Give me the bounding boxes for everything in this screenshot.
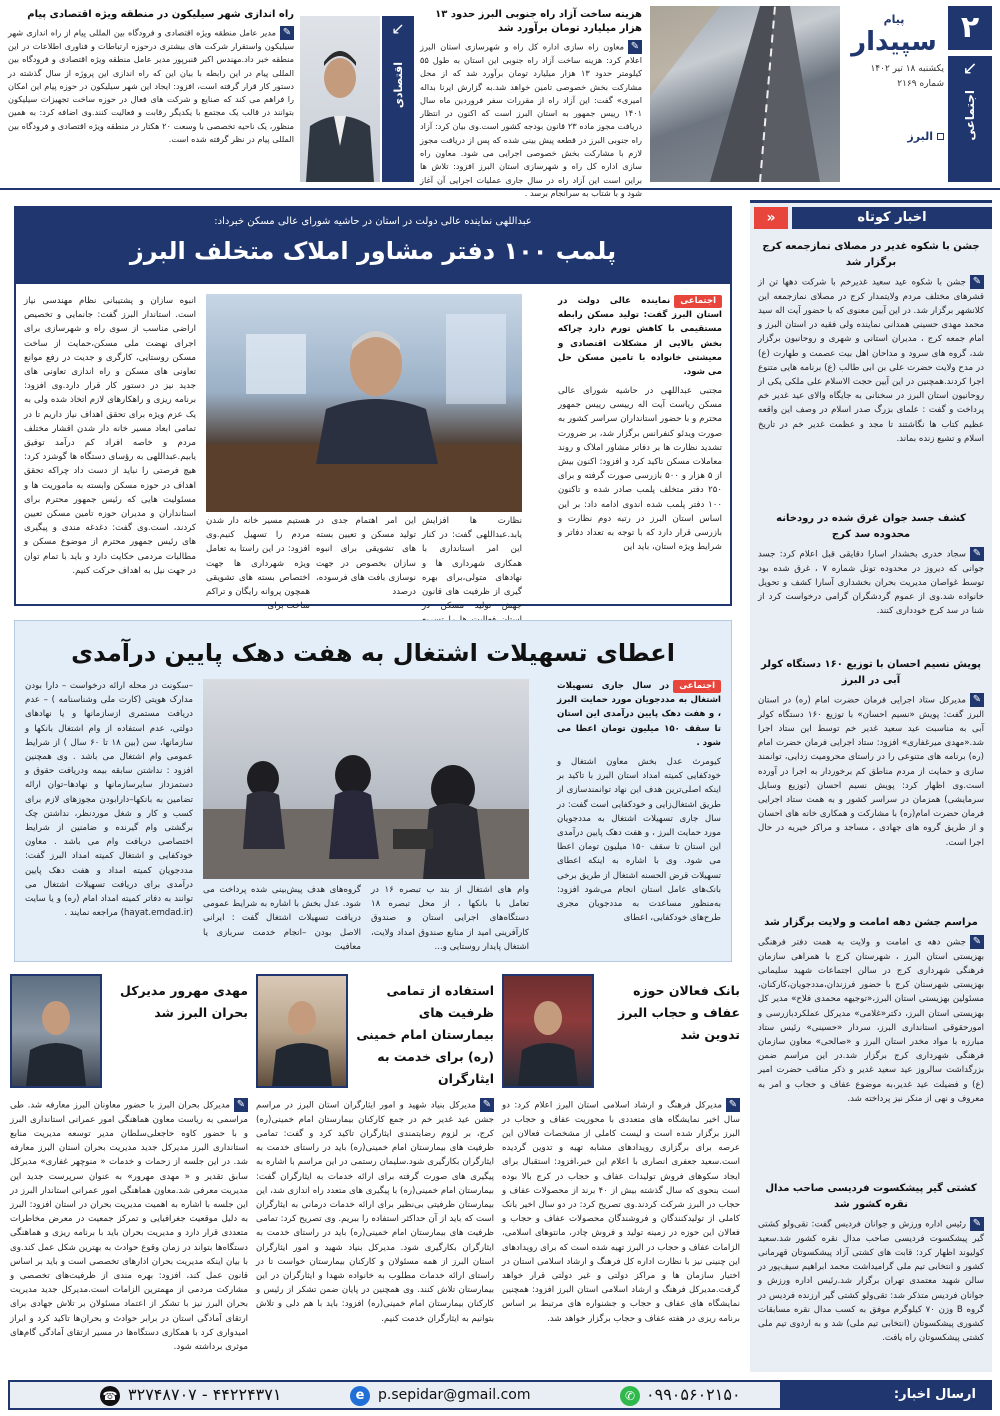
phone-icon: ☎	[100, 1386, 120, 1406]
double-chevron-icon: «	[754, 207, 788, 229]
top-story-1-text: معاون راه سازی اداره کل راه و شهرسازی استان البرز اعلام کرد: هزینه ساخت آزاد راه جنوبی این استان به طول ۵۵ کیلومتر حدود ۱۳ هزار میلیارد تومان برآورد شد که از محل مشارکت بخش خصوصی تامین خواهد شد.به گزارش ایرنا بداله امیری» گفت: این آزاد راه از مقررات سفر فروردین ماه سال ۱۴۰۱ رییس جمهور به استان البرز است که اکنون در انتظار دریافت مجوز ماده ۲۳ قانون بودجه کشور است.وی بیان کرد: آزاد راه جنوبی البرز در قطعه پیش بینی شده که پس از دریافت مجوز لازم با مشارکت بخش خصوصی اجرایی می شود. معاون راه سازی اداره کل راه و شهرسازی استان البرز افزود: تلاش ها براین است این آزاد راه در سال جاری عملیات اجرایی آن آغاز شود و با شتاب به سرانجام برسد .	[420, 41, 642, 198]
bottom-story-body	[256, 1098, 494, 1368]
top-strip	[0, 0, 1000, 198]
short-news-item-text: رئیس اداره ورزش و جوانان فردیس گفت: تقی‌ولو کشتی گیر پیشکسوت فردیسی صاحب مدال نقره کشور شد.سعید کولیوند اظهار کرد: قابت های کشتی آزاد پیشکسوتان قهرمانی کشور و انتخابی تیم ملی گرامیداشت محمد ابراهیم سیف‌پور در سالن شهید معتمدی تهران برگزار شد.رئیس اداره ورزش و جوانان فردیس متذکر شد: تقی‌ولو کشتی گیر ارزنده فردیس در گروه B وزن ۷۰ کیلوگرم موفق به کسب مدال نقره مسابقات کشوری پیشکسوتان (انتخابی تیم ملی) شد و به اردوی تیم ملی کشتی پیشکسوتان راه یافت.	[758, 1219, 985, 1344]
main-story-col-right-text: مجتبی عبداللهی در حاشیه شورای عالی مسکن ریاست آیت اله رییسی رییس جمهور محترم و با حضور استانداران سراسر کشور به صورت ویدئو کنفرانس برگزار شد، بر ضرورت تشدید نظارت ها بر دفاتر مشاور املاک و روند معاملات مسکن تاکید کرد و افزود: اکنون بیش از ۵ هزار و ۵۰۰ بازرسی صورت گرفته و برای ۲۵۰ دفتر متخلف پلمب صادر شده و تاکنون ۱۰۰ دفتر پلمب شده اندوی ادامه داد: بر این اساس استان البرز در رتبه دوم نظارت و بازرسی قرار دارد که با توجه به تعداد دفاتر و شرایط ویژه استان، باید این	[558, 386, 722, 553]
short-news-item-title: کشتی گیر پیشکسوت فردیسی صاحب مدال نقره کشور شد	[765, 1183, 977, 1210]
bottom-story	[256, 974, 494, 1372]
square-bullet-icon	[937, 133, 944, 140]
portrait-photo	[300, 16, 380, 182]
pen-icon: ✎	[970, 1217, 984, 1231]
short-news-item-title: مراسم جشن دهه امامت و ولایت برگزار شد	[764, 917, 978, 928]
browser-icon: e	[350, 1386, 370, 1406]
short-news-item-body	[758, 275, 984, 499]
region-label	[844, 130, 944, 143]
page-number: ۲	[960, 10, 980, 45]
pen-icon: ✎	[970, 275, 984, 289]
footer-label-box	[780, 1382, 990, 1408]
footer-email[interactable]	[350, 1385, 570, 1405]
arrow-down-icon: ↙	[962, 58, 978, 79]
bottom-story-text: مدیرکل فرهنگ و ارشاد اسلامی استان البرز اعلام کرد: دو سال اخیر نمایشگاه های متعددی با محوریت عفاف و حجاب در البرز برگزار شده است و لیست کاملی از مشخصات فعالان این عرصه برای برگزاری رویدادهای مشابه تهیه و تدوین گردیده است.سعید جعفری انصاری با اعلام این خبر،افزود: استقبال برای ایجاد سکوهای فروش تولیدات عفاف و حجاب در کرج بالا بوده است بنحوی که سال گذشته بیش از ۴۰ برند از محصولات عفاف و حجاب در البرز شرکت کردند.وی تصریح کرد: در دو سال اخیر بانک کاملی از تولیدکنندگان و فروشندگان محصولات عفاف و حجاب و فعالان این حوزه در زمینه تولید و فروش چادر، مانتوهای اسلامی، الزامات عفاف و حجاب در البرز تهیه شده است که برای رویدادهای این چنینی نیز با نظارت اداره کل فرهنگ و ارشاد اسلامی استان در اختیار سازمان ها و مراکز دولتی و غیر دولتی قرار خواهد گرفت.مدیرکل فرهنگ و ارشاد اسلامی استان البرز افزود: همچنین نمایشگاه های عفاف و حجاب و جشنواره های مرتبط بر اساس برنامه ریزی در هفته عفاف و حجاب برگزار خواهد شد.	[502, 1100, 740, 1324]
bottom-story	[10, 974, 248, 1372]
short-news-item-body	[758, 547, 984, 645]
short-news-list	[758, 239, 984, 1369]
bottom-story-title: بانک فعالان حوزه عفاف و حجاب البرز تدوین شد	[618, 983, 740, 1042]
person-illustration	[258, 976, 346, 1086]
person-illustration	[12, 976, 100, 1086]
person-illustration	[300, 16, 380, 182]
person-illustration	[504, 976, 592, 1086]
short-news-item	[758, 657, 984, 907]
second-story	[14, 620, 732, 962]
short-news-item-title: کشف جسد جوان غرق شده در رودخانه محدوده سد کرج	[776, 513, 966, 540]
bottom-story-title: استفاده از تمامی ظرفیت های بیمارستان امام خمینی (ره) برای خدمت به ایثارگران	[356, 983, 494, 1086]
arrow-down-icon: ↙	[391, 19, 405, 38]
pen-icon: ✎	[234, 1098, 248, 1112]
short-news-item-text: جشن دهه ی امامت و ولایت به همت دفتر فرهنگی بهزیستی استان البرز ، شهرستان کرج با همراهی سازمان فرهنگی شهرداری کرج در سالن اجتماعات شهید سلیمانی بهزیستی شهرستان کرج با حضور فرزندان،مددجویان،کارکنان، مسئولین بهزیستی استان البرز،«توجیهه محمدی فلاح» مدیر کل بهزیستی استان البرز، دکتر«غلامی» مدیرکل عملکردبازرسی و امورحقوقی استانداری البرز، سردار «حسینی» رئیس ستاد مبارزه با مواد مخدر استان البرز و «صالحی» معاون سازمان فرهنگی شهرداری کرج برگزار شد.در این مراسم ضمن بزرگداشت سالروز عید سعید غدیر و ذکر مناقب حضرت امیر (ع) و فضیلت عید غدیر،به موضوع عفاف و حجاب و امر به معروف و نهی از منکر نیز پرداخته شد.	[758, 937, 984, 1104]
bottom-story-body	[502, 1098, 740, 1368]
pen-icon: ✎	[726, 1098, 740, 1112]
short-news-header-bar	[792, 207, 992, 229]
phone-numbers: ۳۲۷۴۸۷۰۷ - ۴۴۲۲۴۳۷۱	[128, 1385, 282, 1404]
logo-big: سپیدار	[851, 27, 937, 57]
workers-illustration	[203, 679, 529, 879]
second-story-col-right	[557, 679, 721, 955]
bottom-story-text: مدیرکل بحران البرز با حضور معاونان البرز معارفه شد. طی مراسمی به ریاست معاون هماهنگی امور عمرانی استانداری البرز و با حضور کاوه حاجعلی‌سلطان مدیر توسعه مدیریت منابع استانداری البرز مدیرکل جدید مدیریت بحران استان البرز معارفه شد. در این جلسه از زحمات و خدمات « منوچهر غفاری» مدیرکل سابق تقدیر و « مهدی مهرور» به عنوان سرپرست جدید این مدیریت معرفی شد.معاون هماهنگی امور عمرانی استاندار البرز در این جلسه با اشاره به اهمیت مدیریت بحران در استان افزود: البرز به دلیل موقعیت جغرافیایی و تمرکز جمعیت در معرض مخاطرات متعددی قرار دارد و مدیریت بحران باید با برنامه ریزی و هماهنگی دستگاه‌ها بتواند در زمان وقوع حوادث به بهترین شکل عمل کند.وی با بیان اینکه مدیریت بحران ادارهای تخصصی است و باید بر اساس قانون عمل کند، افزود: بهره مندی از ظرفیت‌های تخصصی و مشارکت مردمی از مهمترین الزامات است.مدیرکل جدید مدیریت بحران البرز نیز با تشکر از اعتماد مسئولان بر تلاش جهادی برای ارتقای آمادگی استان در برابر حوادث و بحران‌ها تاکید کرد و ابراز امیدواری کرد با همکاری دستگاه‌ها در مسیر ارتقای آمادگی گام‌های موثری برداشته شود.	[10, 1100, 248, 1352]
bottom-story-title: مهدی مهرور مدیرکل بحران البرز شد	[120, 983, 248, 1020]
whatsapp-icon: ✆	[620, 1386, 640, 1406]
bottom-story-text: مدیرکل بنیاد شهید و امور ایثارگران استان البرز در مراسم جشن عید غدیر خم در جمع کارکنان بیمارستان امام خمینی(ره) کرج، بر لزوم رضایتمندی ایثارگران تاکید کرد و گفت: تمامی ظرفیت های بیمارستان امام خمینی(ره) باید در راستای خدمت به ایثارگران بکارگیری شود.سلیمان رستمی در این مراسم با اشاره به پیگیری های صورت گرفته برای ارائه خدمات به ایثارگران گفت: بیمارستان امام خمینی(ره) با پیگیری های متعدد راه اندازی شد، این بیمارستان ظرفیتی بی‌نظیر برای ارائه خدمات درمانی به ایثارگران است که باید از آن حداکثر استفاده را ببریم. وی تصریح کرد: تمامی ظرفیت های بیمارستان امام خمینی(ره) باید در راستای خدمت به ایثارگران بکارگیری شود. مدیرکل بنیاد شهید و امور ایثارگران استان البرز از همه مسئولان و کارکنان بیمارستان خواست تا در راستای ارائه خدمات مطلوب به خانواده شهدا و ایثارگران در این بیمارستان تلاش کنند. وی همچنین در پایان ضمن تشکر از رئیس و کارکنان بیمارستان امام خمینی(ره) افزود: باید با هم دلی و تلاش بتوانیم به ایثارگران خدمت کنیم.	[256, 1100, 494, 1324]
short-news-item	[758, 1181, 984, 1395]
footer-phone[interactable]	[100, 1385, 320, 1405]
short-news-item	[758, 239, 984, 503]
highway-illustration	[650, 6, 840, 182]
highway-photo	[650, 6, 840, 182]
logo	[844, 8, 944, 56]
main-story-col-mid-a: این امر اهتمام جدی در تولید مسکن و تعیین بسته های تشویقی برای انبوه سازان بخصوص در جهت نوسازی بافت های فرسوده، درصدد	[316, 516, 416, 598]
section-vertical-label: اجتماعی	[963, 90, 977, 141]
second-story-col-mid	[203, 883, 529, 957]
short-news-sidebar	[750, 200, 992, 1372]
top-story-2	[8, 8, 294, 182]
pen-icon: ✎	[628, 40, 642, 54]
short-news-item-body	[758, 935, 984, 1153]
main-story-lead	[558, 294, 722, 378]
footer-bar	[8, 1380, 992, 1410]
short-news-header	[750, 207, 992, 231]
bottom-story-photo	[502, 974, 594, 1088]
second-story-title: اعطای تسهیلات اشتغال به هفت دهک پایین درآمدی	[71, 639, 675, 667]
section-tag: اجتماعی	[673, 680, 721, 693]
region-text: البرز	[907, 130, 933, 143]
short-news-item-text: سجاد خدری بخشدار اسارا دقایقی قبل اعلام کرد: جسد جوانی که دیروز در محدوده تونل شماره ۷ ، غرق شده بود توسط غواصان مدیریت بحران بخشداری آسارا کشف و تحویل خانواده شد.وی از عموم گردشگران گرامی درخواست کرد از شنا در سد کرج خودداری کنند.	[758, 549, 984, 617]
official-illustration	[206, 294, 522, 512]
masthead	[842, 6, 992, 182]
top-story-1	[420, 8, 642, 198]
bottom-stories	[8, 974, 740, 1372]
top-story-1-title: هزینه ساخت آزاد راه جنوبی البرز حدود ۱۳ هزار میلیارد تومان برآورد شد	[435, 9, 642, 34]
section-tag: اجتماعی	[674, 295, 722, 308]
short-news-item	[758, 915, 984, 1173]
second-story-col-mid-a: وام های اشتغال از بند ب تبصره ۱۶ در تعامل با بانکها ، از محل تبصره ۱۸ دستگاه‌های اجرایی استان و صندوق کارآفرینی امید از منابع صندوق امداد ولایت، اشتغال پایدار روستایی و...	[371, 885, 529, 952]
main-story-lead-text: نماینده عالی دولت در استان البرز گفت: تولید مسکن رابطه مستقیمی با کاهش تورم دارد چراکه بخش بالایی از مشکلات اقتصادی و معیشتی خانواده با تامین مسکن حل می شود.	[558, 296, 722, 378]
short-news-item-text: مدیرکل ستاد اجرایی فرمان حضرت امام (ره) در استان البرز گفت: پویش «نسیم احسان» با توزیع ۱۶۰ دستگاه کولر آبی به مناسبت عید سعید غدیر خم توسط این ستاد اجرا شد.«مهدی میرغفاری» افزود: ستاد اجرایی فرمان حضرت امام (ره) برنامه های متنوعی را در راستای محرومیت زدایی، توانمند سازی و حمایت از مردم مناطق کم برخوردار به اجرا در آورده است.وی اظهار کرد: پویش نسیم احسان (توزیع وسایل سرمایشی) همزمان در سراسر کشور و به همت ستاد اجرایی فرمان حضرت امام(ره) با مشارکت و همکاری خانه های احسان و از طریق گروه های جهادی ، مساجد و مراکز خیریه در حال اجرا است.	[758, 695, 984, 848]
abdollahi-photo	[206, 294, 522, 512]
pen-icon: ✎	[280, 26, 294, 40]
bottom-story-body	[10, 1098, 248, 1368]
short-news-item-body	[758, 1217, 984, 1391]
issue-number: شماره ۲۱۶۹	[897, 79, 944, 89]
top-story-1-body	[420, 40, 642, 198]
second-story-lead-text: در سال جاری تسهیلات اشتغال به مددجویان مورد حمایت البرز ، و هفت دهک پایین درآمدی این استان تا سقف ۱۵۰ میلیون تومان اعطا می شود .	[557, 681, 721, 748]
workshop-photo	[203, 679, 529, 879]
bottom-story-photo	[256, 974, 348, 1088]
second-story-col-left: –سکونت در محله ارائه درخواست – دارا بودن مدارک هویتی (کارت ملی وشناسنامه ) – عدم دریافت مستمری ازسازمانها و یا نهادهای دولتی، عدم استفاده از وام اشتغال بانکها و سازمانها، سن (بین ۱۸ تا ۶۰ سال ) از شرایط عمومی وام اشتغال می باشد . وی همچنین افزود : نداشتن سابقه بیمه ودریافت حقوق و دستمزداز سایرسازمانها و نهادها–توان ارائه تضامین به بانکها–دارابودن مجوزهای لازم برای کسب و کار و شغل موردنظر، نداشتن چک برگشتی وام گیرنده و ضامنین از شرایط اختصاصی دریافت وام می باشد . معاون خودکفایی و اشتغال کمیته امداد البرز گفت: مددجویان کمیته امداد و هفت دهک پایین درآمدی برای دریافت تسهیلات اشتغال می توانند به دفاتر کمیته امداد امام (ره) و یا سایت (hayat.emdad.ir) مراجعه نمایند .	[25, 681, 193, 919]
main-story-header	[16, 208, 730, 284]
main-story-col-mid-b: هستیم مسیر خانه دار شدن مردم را تسهیل کنیم.وی افزود: در این راستا به تعامل ویژه شهرداری ها جهت اختصاص بسته های تشویقی همچون پروانه رایگان و تراکم ساخت برای	[206, 516, 310, 612]
pen-icon: ✎	[480, 1098, 494, 1112]
short-news-title: اخبار کوتاه	[857, 210, 927, 225]
top-story-2-body	[8, 26, 294, 178]
email-address: p.sepidar@gmail.com	[378, 1387, 531, 1403]
pen-icon: ✎	[970, 693, 984, 707]
second-story-lead	[557, 679, 721, 749]
section-band-economy	[382, 16, 414, 182]
short-news-item-text: جشن با شکوه عید سعید غدیرخم با شرکت دهها تن از قشرهای مختلف مردم ولایتمدار کرج در مصلای نمازجمعه این کلانشهر برگزار شد. در این آیین معنوی که با حضور آیت اله سید محمد مهدی حسینی همدانی نماینده ولی فقیه در استان البرز و امام جمعه کرج ، مدیران استانی و شهری و روحانیون برگزار شد، گروه های سرود و مداحان اهل بیت عصمت و طهارت (ع) در مدح ولایت حضرت علی بن ابی طالب (ع) برنامه هایی متنوع اجرا کردند.همچنین در این آیین حجت الاسلام علی ملکی یکی از روحانیون استان البرز در سخنانی به جایگاه والای عید غدیر خم پرداخت و گفت : علمای بزرگ صدر اسلام در وصف این واقعه عظیم کتاب ها نگاشتند تا مجد و عظمت غدیر خم در تاریخ اسلام و تشیع زنده بماند.	[758, 277, 984, 444]
footer-whatsapp[interactable]	[620, 1385, 780, 1405]
short-news-item	[758, 511, 984, 649]
short-news-item-title: جشن با شکوه غدیر در مصلای نمازجمعه کرج برگزار شد	[762, 241, 980, 268]
pen-icon: ✎	[970, 547, 984, 561]
section-vertical-label: اقتصادی	[391, 62, 405, 109]
short-news-item-title: پویش نسیم احسان با توزیع ۱۶۰ دستگاه کولر آبی در البرز	[760, 659, 981, 686]
logo-small: پیام	[883, 13, 905, 26]
main-story-title: پلمب ۱۰۰ دفتر مشاور املاک متخلف البرز	[129, 237, 617, 265]
top-story-2-title: راه اندازی شهر سیلیکون در منطقه ویژه اقتصادی پیام	[27, 9, 294, 20]
main-story-kicker: عبداللهی نماینده عالی دولت در استان در حاشیه شورای عالی مسکن خبرداد:	[214, 216, 532, 227]
issue-info	[844, 62, 944, 92]
whatsapp-number: ۰۹۹۰۵۶۰۲۱۵۰	[646, 1385, 741, 1404]
pen-icon: ✎	[970, 935, 984, 949]
section-band-social	[948, 56, 992, 182]
main-story-col-mid-top: نظارت ها افزایش یابد.عبداللهی گفت: در کنار این امر استانداری با همکاری شهرداری ها و نهادهای متولی،برای بهره گیری از ظرفیت های قانون جهش تولید مسکن در	[422, 516, 522, 612]
bottom-story-photo	[10, 974, 102, 1088]
main-story	[14, 206, 732, 612]
second-story-col-right-text: کیومرث عدل بخش معاون اشتغال و خودکفایی کمیته امداد استان البرز با تاکید بر اینکه اصلی‌ترین هدف این نهاد توانمندسازی از طریق اشتغال‌زایی و خودکفایی است گفت: در سال جاری تسهیلات اشتغال به مددجویان مورد حمایت البرز ، و هفت دهک پایین درآمدی این استان تا سقف ۱۵۰ میلیون تومان اعطا می شود. وی با اشاره به اینکه اعطای تسهیلات قرض الحسنه اشتغال از طریق برخی بانک‌های عامل استان انجام می‌شود افزود: به‌منظور مساعدت به مددجویان مجری طرح‌های خودکفایی، اعطای	[557, 757, 721, 924]
main-story-col-left: انبوه سازان و پشتیبانی نظام مهندسی نیاز است. استاندار البرز گفت: جانمایی و تخصیص اراضی مناسب از سوی راه و شهرسازی برای اجرای نهضت ملی مسکن،حمایت از ساخت مسکن روستایی، کارگری و جدیت در رفع موانع تعاونی های مسکن و راه اندازی تعاونی های جدید نیز در دستور کار قرار دارد.وی افزود: برنامه ریزی و راهکارهای لازم اتخاذ شده ولی به یک عزم ویژه برای تحقق اهداف نیاز داریم تا در تمامی ابعاد مسیر خانه دار شدن اقشار مختلف مردم و خاصه افراد کم درآمد توفیق یابیم.عبداللهی به رؤسای دستگاه ها گوشزد کرد: هیچ فرصتی را نباید از دست داد چراکه تحقق اهداف در حوزه مسکن وابسته به ماموریت ها و مسئولیت هایی که رئیس جمهور محترم برای استانداران و مدیران حوزه تامین مسکن تعیین کردند، است.وی گفت: دغدغه مندی و پیگیری های رئیس جمهور محترم از موضوع مسکن و مطالبات مردمی حکایت دارد و باید با تمام توان در جهت نیل به اهداف حرکت کنیم.	[24, 296, 196, 576]
second-story-col-mid-b: گروه‌های هدف پیش‌بینی شده پرداخت می شود. عدل بخش با اشاره به شرایط عمومی دریافت تسهیلات اشتغال گفت : ایرانی الاصل بودن –انجام خدمت سربازی یا معافیت	[203, 885, 361, 952]
short-news-item-body	[758, 693, 984, 903]
top-story-2-text: مدیر عامل منطقه ویژه اقتصادی و فرودگاه بین المللی پیام از راه اندازی شهر سیلیکون واستقرار شرکت های بیشتری درحوزه ارتباطات و فناوری اطلاعات در این منطقه خبر داد.مهندس اکبر قنبرپور مدیر عامل منطقه ویژه اقتصادی و فرودگاه بین المللی پیام در این رابطه با بیان این که راه اندازی این پروژه از سال گذشته در دستور کار قرار گرفته است، افزود: ایجاد این شهر سیلیکون در حوزه پیام این امکان را فراهم می کند که صنایع و شرکت های فعال در حوزه ساخت تجهیزات سیلیکون بتوانند در قالب یک مجتمع با یکدیگر رقابت و فعالیت کنند.وی اضافه کرد: به همین منظور، یک ناحیه تخصصی با وسعت ۲۰ هکتار در منطقه ویژه اقتصادی و فرودگاه بین المللی پیام در نظر گرفته شده است.	[8, 27, 295, 145]
main-story-col-right	[558, 294, 722, 600]
main-story-col-mid	[206, 514, 522, 612]
footer-label: ارسال اخبار:	[893, 1387, 976, 1402]
bottom-story	[502, 974, 740, 1372]
issue-date: یکشنبه ۱۸ تیر ۱۴۰۲	[870, 64, 944, 74]
page-number-box	[948, 6, 992, 50]
